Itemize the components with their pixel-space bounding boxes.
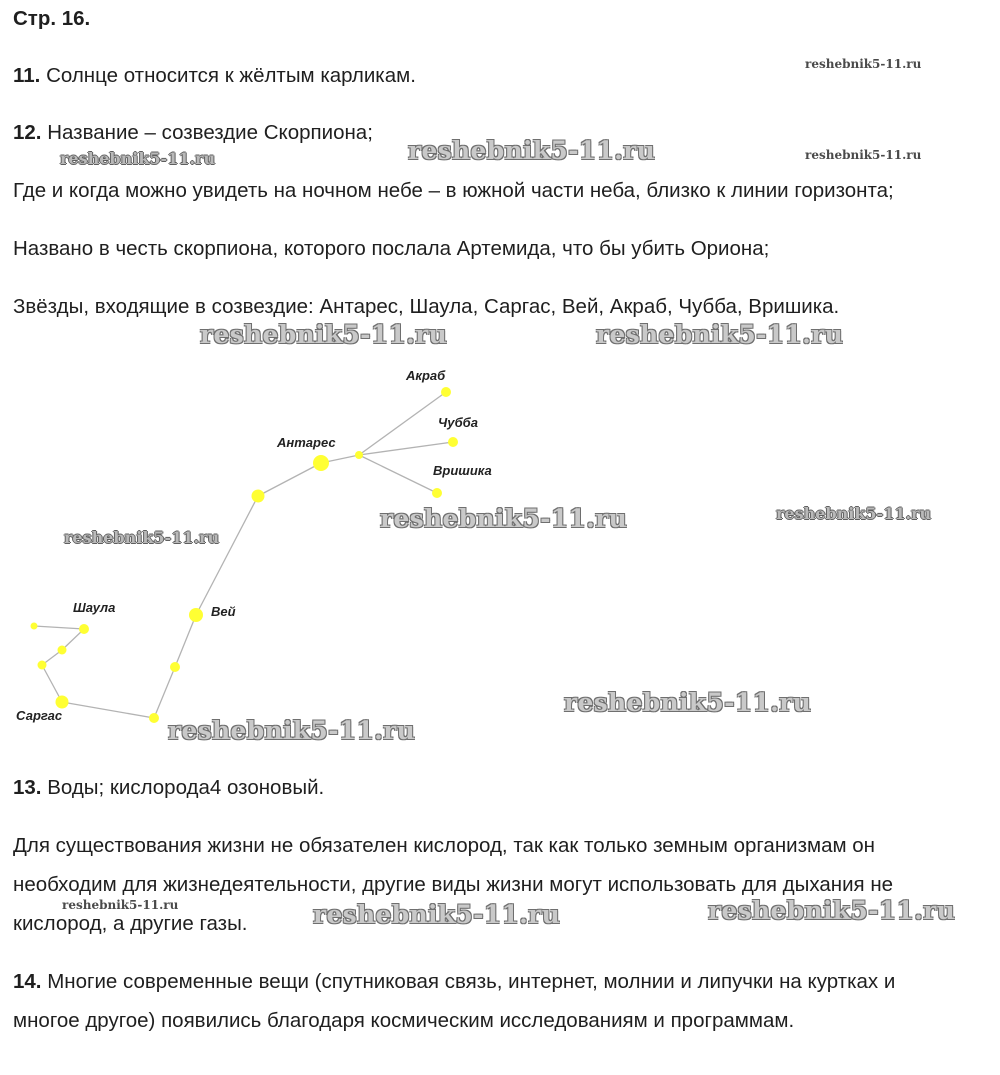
watermark: reshebnik5-11.ru bbox=[380, 504, 628, 533]
answer-13-p1: Для существования жизни не обязателен кислород, так как только земным организмам он bbox=[13, 834, 876, 857]
constellation-line bbox=[175, 615, 196, 667]
constellation-lines bbox=[34, 392, 453, 718]
label-chubba: Чубба bbox=[438, 415, 478, 430]
watermark: reshebnik5-11.ru bbox=[64, 528, 220, 547]
star bbox=[170, 662, 180, 672]
answer-13-p3: кислород, а другие газы. bbox=[13, 912, 248, 935]
watermark: reshebnik5-11.ru bbox=[62, 898, 179, 912]
constellation-line bbox=[196, 496, 258, 615]
constellation-line bbox=[359, 455, 437, 493]
watermark: reshebnik5-11.ru bbox=[60, 149, 216, 168]
star-shaula bbox=[79, 624, 89, 634]
constellation-line bbox=[359, 442, 453, 455]
star-sargas bbox=[56, 696, 69, 709]
label-vrishika: Вришика bbox=[433, 463, 492, 478]
watermark: reshebnik5-11.ru bbox=[805, 148, 922, 162]
page-title: Стр. 16. bbox=[13, 7, 91, 30]
answer-12-named: Названо в честь скорпиона, которого послала Артемида, что бы убить Ориона; bbox=[13, 237, 770, 260]
label-shaula: Шаула bbox=[73, 600, 116, 615]
constellation-line bbox=[359, 392, 446, 455]
answer-13-p2: необходим для жизнедеятельности, другие виды жизни могут использовать для дыхания не bbox=[13, 873, 894, 896]
answer-13 bbox=[13, 776, 324, 800]
star bbox=[252, 490, 265, 503]
watermark: reshebnik5-11.ru bbox=[313, 900, 561, 929]
star bbox=[149, 713, 159, 723]
label-sargas: Саргас bbox=[16, 708, 63, 723]
constellation-stars bbox=[31, 387, 459, 723]
answer-number: 12. bbox=[13, 121, 42, 144]
answer-title: Название – созвездие Скорпиона; bbox=[47, 121, 373, 144]
answer-14-p2: многое другое) появились благодаря космическим исследованиям и программам. bbox=[13, 1009, 795, 1032]
answer-12-where: Где и когда можно увидеть на ночном небе – в южной части неба, близко к линии горизонта; bbox=[13, 179, 894, 202]
watermark: reshebnik5-11.ru bbox=[168, 716, 416, 745]
constellation-line bbox=[154, 667, 175, 718]
star bbox=[355, 451, 363, 459]
star-vrishika bbox=[432, 488, 442, 498]
constellation-line bbox=[62, 702, 154, 718]
watermark: reshebnik5-11.ru bbox=[776, 504, 932, 523]
star-chubba bbox=[448, 437, 458, 447]
answer-number: 13. bbox=[13, 776, 42, 799]
watermark: reshebnik5-11.ru bbox=[408, 136, 656, 165]
star bbox=[31, 623, 38, 630]
star-vei bbox=[189, 608, 203, 622]
star bbox=[38, 661, 47, 670]
star bbox=[58, 646, 67, 655]
answer-text: Многие современные вещи (спутниковая связь, интернет, молнии и липучки на куртках и bbox=[47, 970, 896, 993]
answer-text: Солнце относится к жёлтым карликам. bbox=[46, 64, 416, 87]
watermark: reshebnik5-11.ru bbox=[200, 320, 448, 349]
label-antares: Антарес bbox=[277, 435, 336, 450]
label-vei: Вей bbox=[211, 604, 236, 619]
answer-number: 11. bbox=[13, 64, 41, 87]
constellation-line bbox=[258, 463, 321, 496]
watermark: reshebnik5-11.ru bbox=[708, 896, 956, 925]
label-akrab: Акраб bbox=[406, 368, 446, 383]
watermark: reshebnik5-11.ru bbox=[805, 57, 922, 71]
answer-14 bbox=[13, 970, 895, 994]
star-antares bbox=[313, 455, 329, 471]
watermark: reshebnik5-11.ru bbox=[564, 688, 812, 717]
answer-12-stars: Звёзды, входящие в созвездие: Антарес, Шаула, Саргас, Вей, Акраб, Чубба, Вришика. bbox=[13, 295, 840, 318]
answer-number: 14. bbox=[13, 970, 42, 993]
watermark: reshebnik5-11.ru bbox=[596, 320, 844, 349]
star-akrab bbox=[441, 387, 451, 397]
constellation-line bbox=[34, 626, 84, 629]
answer-text: Воды; кислорода4 озоновый. bbox=[47, 776, 325, 799]
